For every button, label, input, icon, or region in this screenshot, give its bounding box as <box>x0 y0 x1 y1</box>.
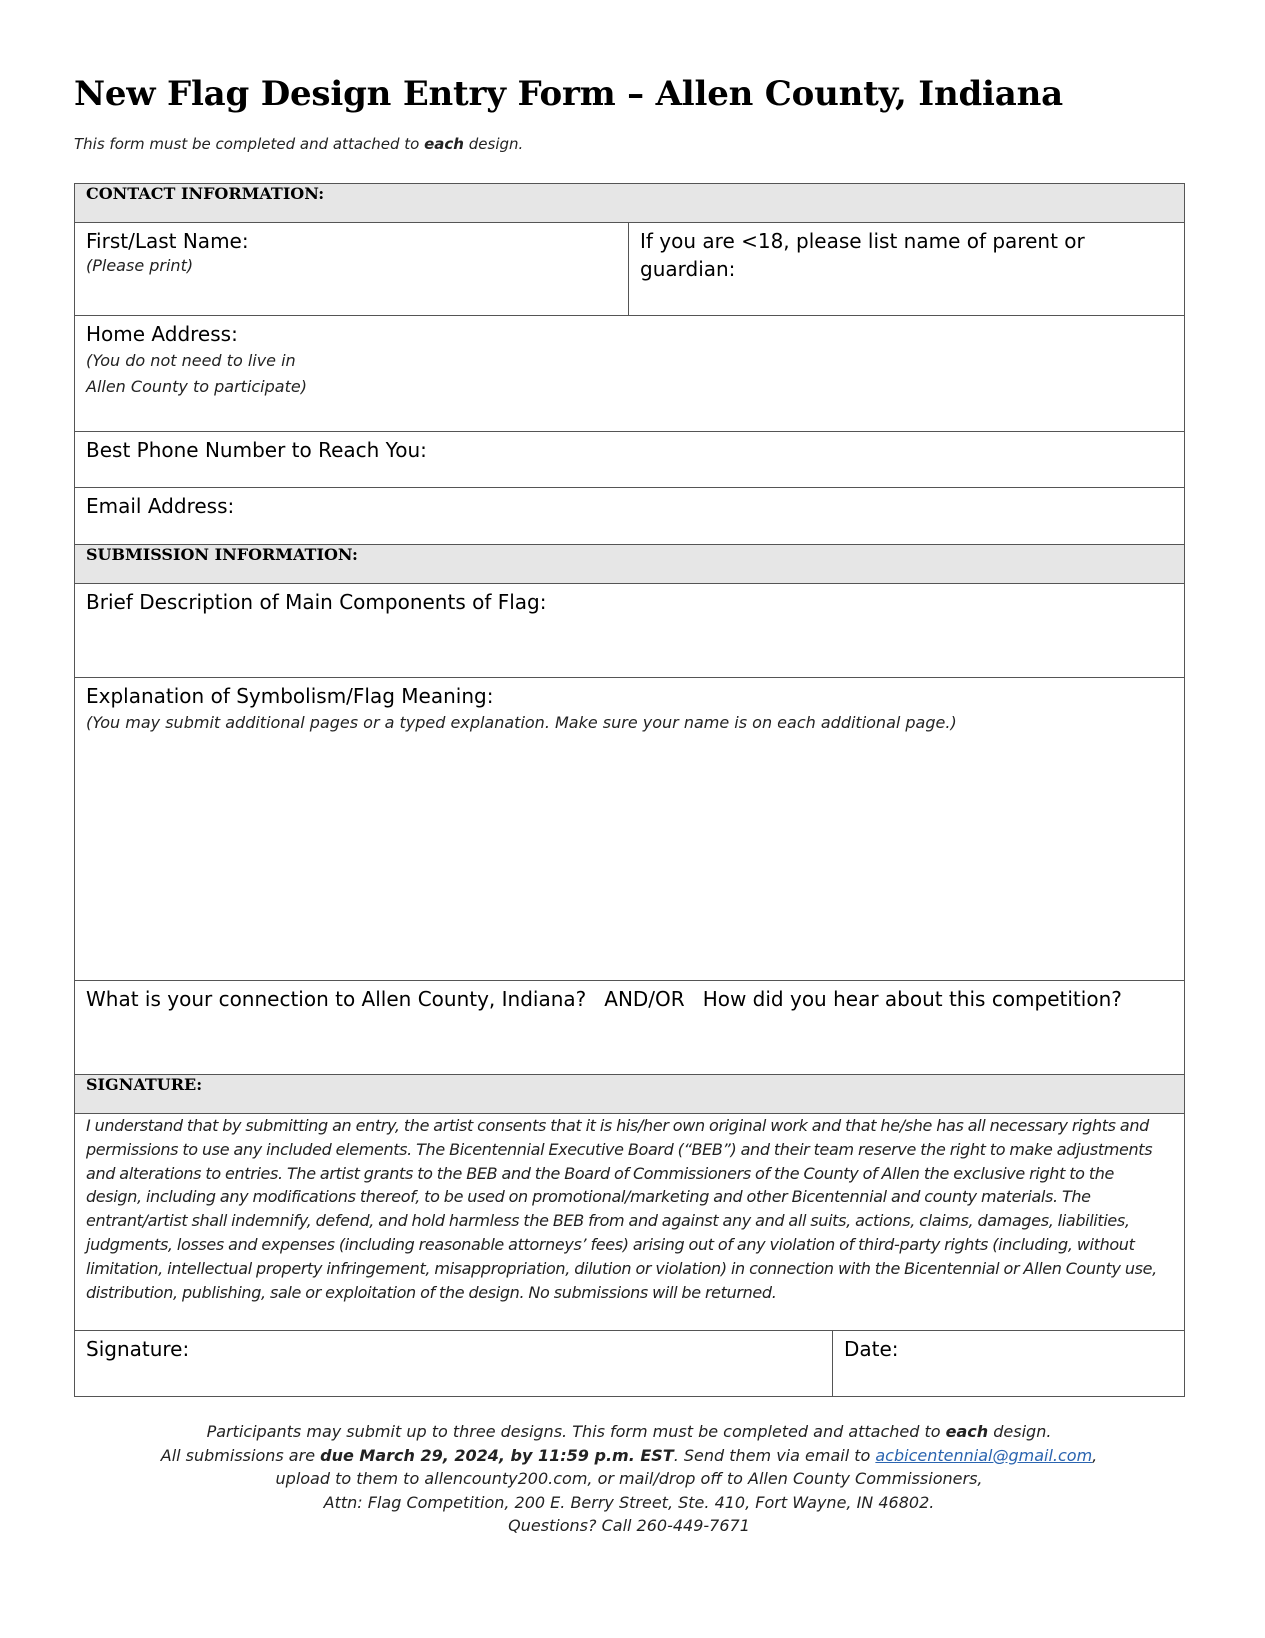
signature-field[interactable] <box>75 1331 833 1397</box>
signature-section-header <box>75 1075 1185 1114</box>
entry-form-table <box>74 183 1185 1397</box>
symbolism-note: (You may submit additional pages or a typed explanation. Make sure your name is on each additional page.) <box>86 713 957 732</box>
footer-line-1-emphasis: each <box>945 1422 989 1441</box>
phone-label: Best Phone Number to Reach You: <box>86 438 427 462</box>
footer-line-1-text: Participants may submit up to three designs. This form must be completed and attached to <box>206 1422 946 1441</box>
name-label: First/Last Name: <box>86 229 249 253</box>
name-note: (Please print) <box>86 256 194 275</box>
symbolism-field[interactable] <box>75 678 1185 981</box>
date-label: Date: <box>844 1337 899 1361</box>
address-note-line-2: Allen County to participate) <box>86 377 307 396</box>
address-row <box>75 316 1185 432</box>
page-title: New Flag Design Entry Form – Allen County, Indiana <box>74 74 1063 114</box>
footer-line-2 <box>74 1444 1184 1468</box>
footer-line-2-text: All submissions are <box>160 1445 321 1465</box>
email-link[interactable]: acbicentennial@gmail.com <box>875 1445 1093 1465</box>
footer-line-1-end: design. <box>988 1422 1052 1441</box>
footer-line-2-mid: . Send them via email to <box>673 1445 876 1465</box>
footer-line-1 <box>74 1420 1184 1444</box>
description-label: Brief Description of Main Components of Flag: <box>86 590 547 614</box>
submission-footer <box>74 1420 1184 1538</box>
email-field[interactable] <box>75 488 1185 545</box>
description-row <box>75 584 1185 678</box>
deadline-text: due March 29, 2024, by 11:59 p.m. EST <box>320 1445 674 1465</box>
legal-consent-text: I understand that by submitting an entry, the artist consents that it is his/her own original work and that he/she has all necessary rights and permissions to use any included elements. The Bicentennial Executive Board (“BEB”) and their team reserve the right to make adjustments and alterations to entries. The artist grants to the BEB and the Board of Commissioners of the County of Allen the exclusive right to the design, including any modifications thereof, to be used on promotional/marketing and other Bicentennial and county materials. The entrant/artist shall indemnify, defend, and hold harmless the BEB from and against any and all suits, actions, claims, damages, liabilities, judgments, losses and expenses (including reasonable attorneys’ fees) arising out of any violation of third-party rights (including, without limitation, intellectual property infringement, misappropriation, dilution or violation) in connection with the Bicentennial or Allen County use, distribution, publishing, sale or exploitation of the design. No submissions will be returned. <box>75 1114 1185 1331</box>
instructions-text-start: This form must be completed and attached to <box>74 135 425 153</box>
contact-section-header <box>75 184 1185 223</box>
connection-and-or: AND/OR <box>604 987 685 1011</box>
email-row <box>75 488 1185 545</box>
name-field[interactable] <box>75 223 629 316</box>
guardian-field[interactable] <box>629 223 1185 316</box>
email-label: Email Address: <box>86 494 235 518</box>
contact-heading: CONTACT INFORMATION: <box>75 184 1185 223</box>
signature-label: Signature: <box>86 1337 190 1361</box>
footer-line-3: upload to them to allencounty200.com, or mail/drop off to Allen County Commissioners, <box>275 1469 983 1488</box>
footer-line-5: Questions? Call 260-449-7671 <box>508 1516 750 1535</box>
connection-question-1: What is your connection to Allen County, Indiana? <box>86 987 587 1011</box>
symbolism-label: Explanation of Symbolism/Flag Meaning: <box>86 684 494 708</box>
form-instructions <box>74 134 523 154</box>
instructions-emphasis: each <box>424 135 464 153</box>
footer-line-4: Attn: Flag Competition, 200 E. Berry Street, Ste. 410, Fort Wayne, IN 46802. <box>323 1492 935 1512</box>
date-field[interactable] <box>833 1331 1185 1397</box>
guardian-label: If you are <18, please list name of parent or guardian: <box>640 229 1085 281</box>
phone-field[interactable] <box>75 432 1185 488</box>
symbolism-row <box>75 678 1185 981</box>
connection-field[interactable] <box>75 981 1185 1075</box>
signature-heading: SIGNATURE: <box>75 1075 1185 1114</box>
description-field[interactable] <box>75 584 1185 678</box>
address-field[interactable] <box>75 316 1185 432</box>
phone-row <box>75 432 1185 488</box>
connection-row <box>75 981 1185 1075</box>
instructions-text-end: design. <box>464 135 524 153</box>
submission-heading: SUBMISSION INFORMATION: <box>75 545 1185 584</box>
connection-label <box>86 981 1173 1013</box>
submission-section-header <box>75 545 1185 584</box>
legal-row <box>75 1114 1185 1331</box>
address-note-line-1: (You do not need to live in <box>86 351 296 370</box>
connection-question-2: How did you hear about this competition? <box>702 987 1122 1011</box>
name-row <box>75 223 1185 316</box>
address-label: Home Address: <box>86 322 238 346</box>
footer-line-2-end: , <box>1092 1445 1098 1465</box>
signature-row <box>75 1331 1185 1397</box>
